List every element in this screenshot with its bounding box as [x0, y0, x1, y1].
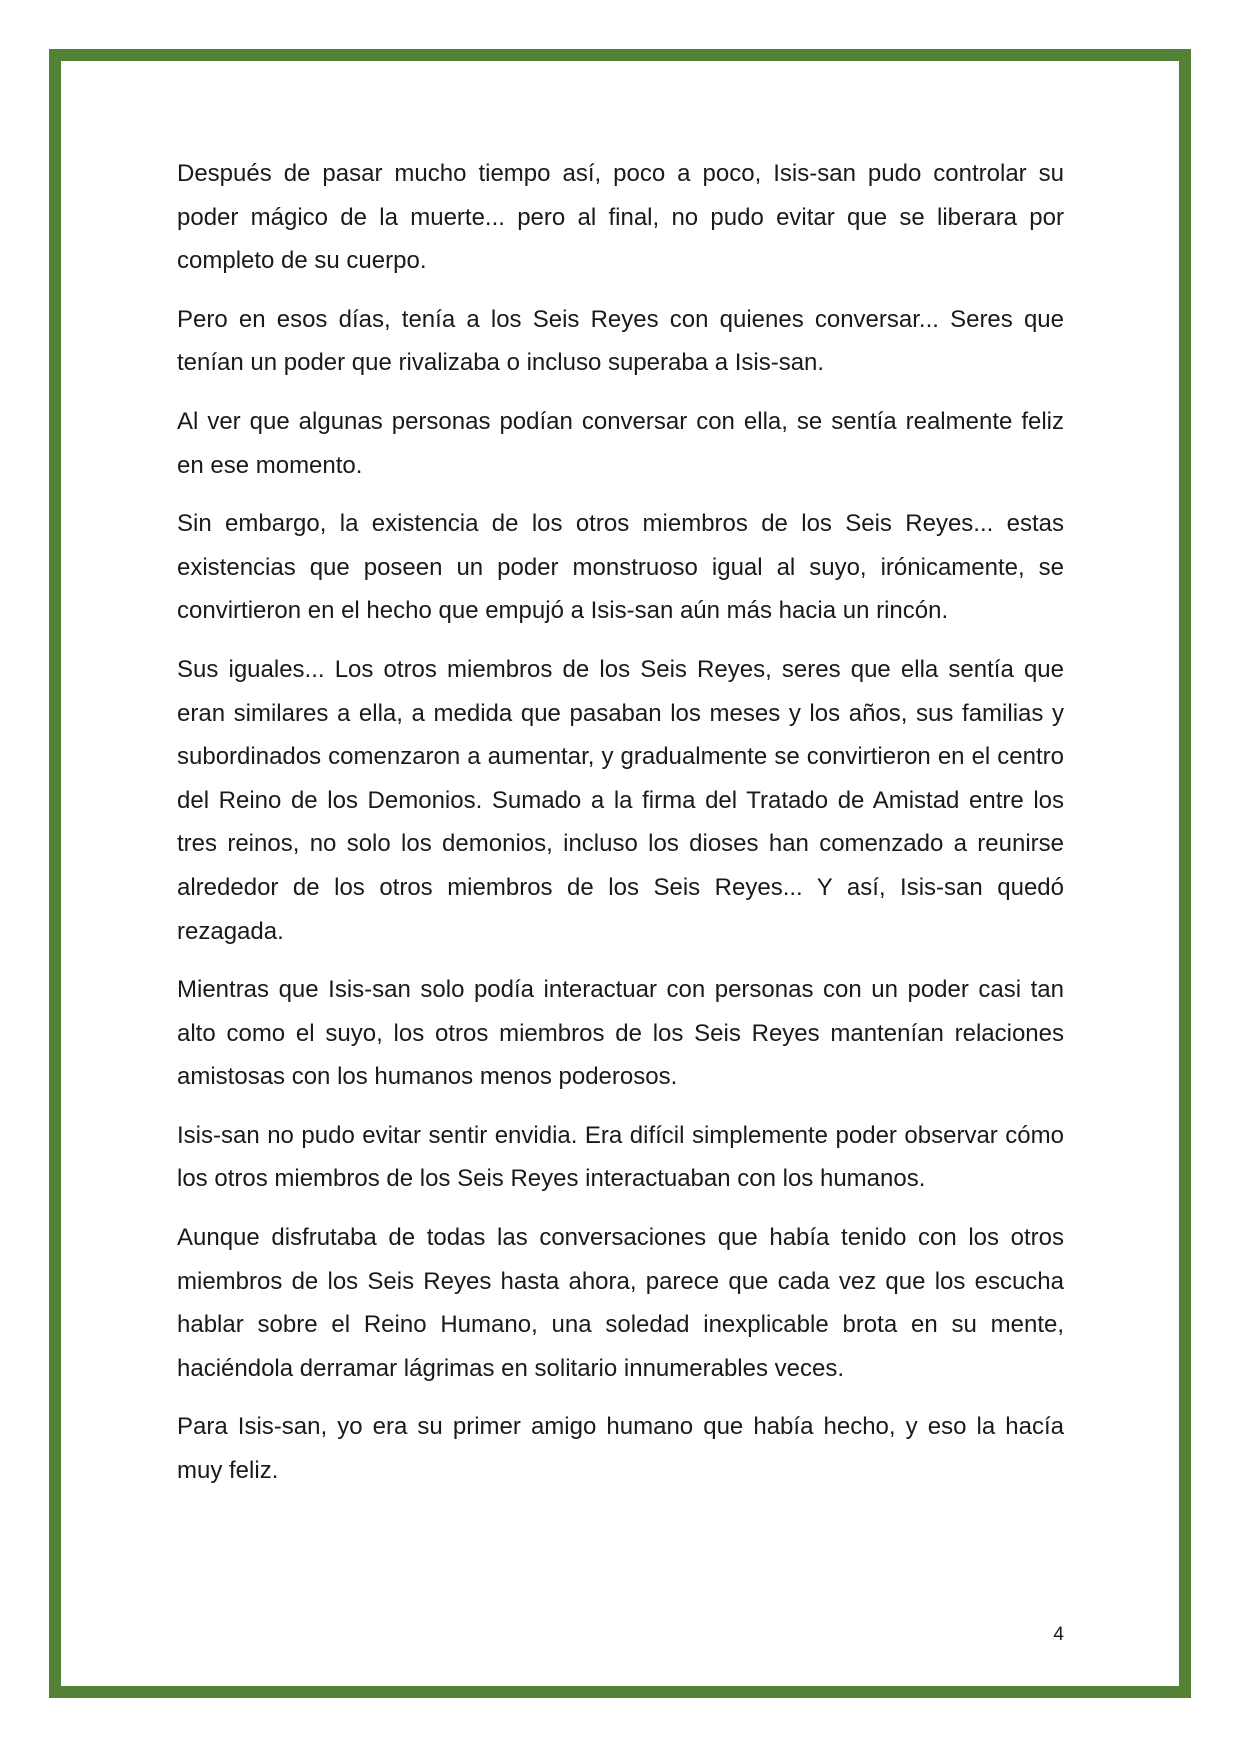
paragraph: Aunque disfrutaba de todas las conversaciones que había tenido con los otros miembros de los Seis Reyes hasta ahora, parece que cada vez que los escucha hablar sobre el Reino Humano, una soledad inexplicable brota en su mente, haciéndola derramar lágrimas en solitario innumerables veces.: [177, 1224, 1064, 1382]
paragraph: Después de pasar mucho tiempo así, poco a poco, Isis-san pudo controlar su poder mágico de la muerte... pero al final, no pudo evitar que se liberara por completo de su cuerpo.: [177, 160, 1064, 275]
page-body: [177, 152, 1064, 1508]
paragraph: Pero en esos días, tenía a los Seis Reyes con quienes conversar... Seres que tenían un poder que rivalizaba o incluso superaba a Isis-san.: [177, 305, 1064, 377]
page-number: 4: [1053, 1624, 1064, 1645]
paragraph: Para Isis-san, yo era su primer amigo humano que había hecho, y eso la hacía muy feliz.: [177, 1413, 1064, 1485]
paragraph: Mientras que Isis-san solo podía interactuar con personas con un poder casi tan alto como el suyo, los otros miembros de los Seis Reyes mantenían relaciones amistosas con los humanos menos poderosos.: [177, 976, 1064, 1091]
paragraph: Al ver que algunas personas podían conversar con ella, se sentía realmente feliz en ese momento.: [177, 407, 1064, 479]
paragraph: Sin embargo, la existencia de los otros miembros de los Seis Reyes... estas existencias que poseen un poder monstruoso igual al suyo, irónicamente, se convirtieron en el hecho que empujó a Isis-san aún más hacia un rincón.: [177, 510, 1064, 625]
paragraph: Sus iguales... Los otros miembros de los Seis Reyes, seres que ella sentía que eran similares a ella, a medida que pasaban los meses y los años, sus familias y subordinados comenzaron a aumentar, y gradualmente se convirtieron en el centro del Reino de los Demonios. Sumado a la firma del Tratado de Amistad entre los tres reinos, no solo los demonios, incluso los dioses han comenzado a reunirse alrededor de los otros miembros de los Seis Reyes... Y así, Isis-san quedó rezagada.: [177, 655, 1064, 945]
paragraph: Isis-san no pudo evitar sentir envidia. Era difícil simplemente poder observar cómo los otros miembros de los Seis Reyes interactuaban con los humanos.: [177, 1121, 1064, 1193]
